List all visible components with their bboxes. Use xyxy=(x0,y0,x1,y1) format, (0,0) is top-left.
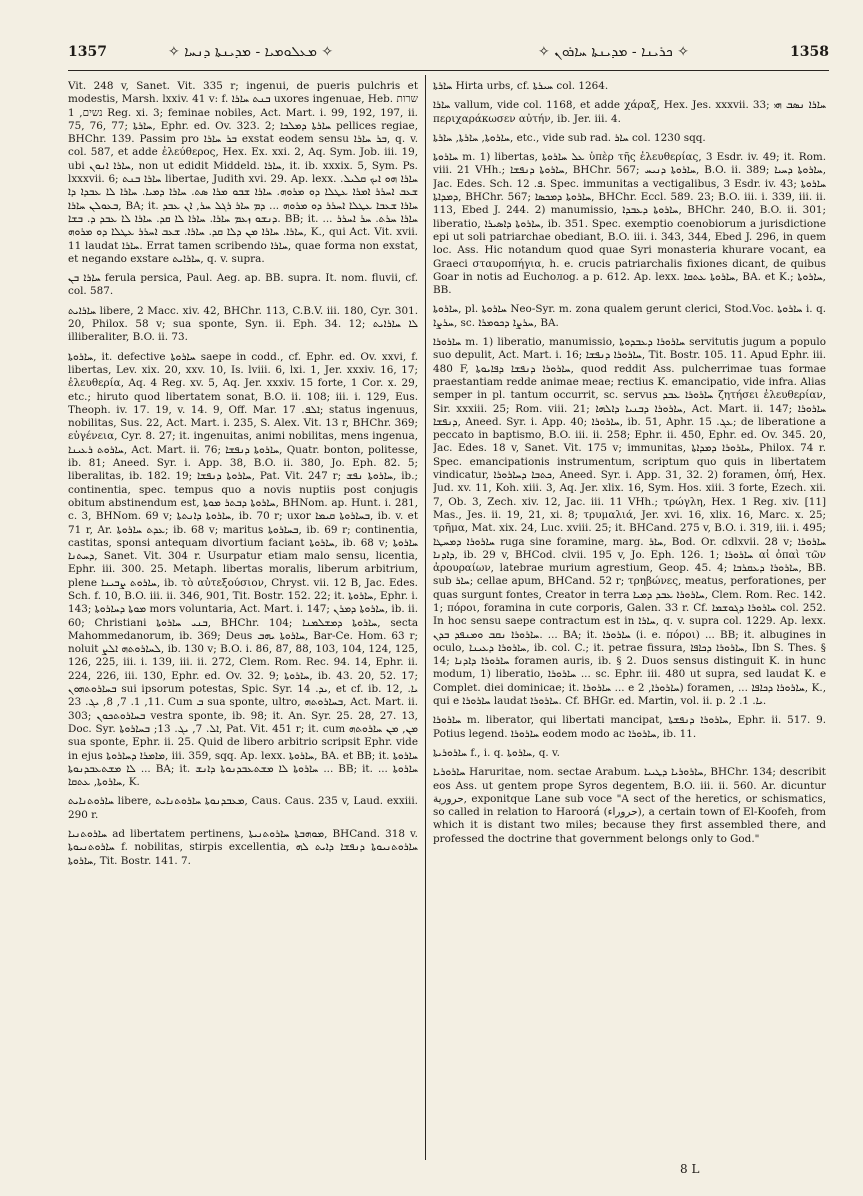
dictionary-entry: ܚܐܪܘܪܝܐ Haruritae, nom. sectae Arabum. ܚܐܪܘܪܝܐ ܕܛܝܝܐ, BHChr. 134; describit eos Ass. ut gentem prope Syros degentem, B.O. iii. ii. 560. Ar. dicuntur حرورية, exponitque Lane sub voce "A sect of the heretics, or schismatics, so called in relation to Haroorá (حروراء), a certain town of El-Koofeh, from which it is distant two miles; because they first assembled there, and professed the doctrine that government belongs only to God." xyxy=(433,766,826,845)
left-page-number: 1357 xyxy=(68,44,107,60)
dictionary-entry: Vit. 248 v, Sanet. Vit. 335 r; ingenui, de pueris pulchris et modestis, Marsh. lxxiv. 41 v: f. ܒܢܬ ܚܐܪܐ uxores ingenuae, Heb. שרות נשים, 1 Reg. xi. 3; feminae nobiles, Act. Mart. i. 99, 192, 197, ii. 75, 76, 77; ܚܐܪܬܐ, Ephr. ed. Ov. 323. 2; ܚܐܪܬܐ ܕܡܠܟܐ pellices regiae, BHChr. 139. Passim pro ܒܪ ܚܐܪܐ exstat eodem sensu ܒܪ ܚܐܪܐ, q. v. col. 587, et adde ἐλεύθερος, Hex. Ex. xxi. 2, Aq. Sym. Job. iii. 19, ubi ܚܐܪܐ ܐܢܘܢ, non ut edidit Middeld. ܚܐܪܐ, it. ib. xxxix. 5, Sym. Ps. lxxxvii. 6; ܚܐܪܐ ܒܢܬ libertae, Judith xvi. 29. Ap. lexx. ܚܐܪܐ ܗܘ ܐܝܟ ܩܠܝܠ. ܫܥܒ ܐܚܪܪ ܐܡܪܐ ܥܛܠܐ ܕܘ ܡܪܘܗ. ܚܐܪܐ ܫܒܘ ܡܪܐ ܣܬ. ܚܐܪܐ ܕܡܝܐ. ܚܐܪܐ ܠܐ ܥܒܕܐ ܕܐ ܒܥܘܠܢ ܚܐܪܐ, BA; it. ܚܐܪܐ ܫܥܒܐ ܥܛܠܐ ܐܚܪܪ ܕܘ ܡܪܘܗ ... ܕܡ ܚܐܪ ܪܓܠ ܚܪ, ܐܢ ܥܒܕ ܕܢܫܘ ܙܥܡ ܚܐܪܐ. ܚܐܪܐ ܠܐ ܩܕ. ܚܐܪܐ ܠܐ ܥܒܕ ܕ. ܒܫܐ. BB; it. ܚܐܪܐ ܚܪܬ. ܚܪ ܐܚܪܪ ... ܚܐܪܐ. ܚܐܪܐ ܡܢ ܕܠܐ ܩܕ. ܚܐܪܐ. ܫܥܒ ܐܚܪܪ ܥܛܠܐ ܕܘ ܡܪܘܗ, K., qui Act. Vit. xvii. 11 laudat ܚܐܪܐ. Errat tamen scribendo ܚܐܪܐ, quae forma non exstat, et negando exstare ܚܐܪܐܝܬ, q. v. supra. xyxy=(68,80,418,265)
left-column xyxy=(68,80,418,1160)
right-column xyxy=(433,80,826,1160)
right-running-title: ✧ ܟܪܝܢܐ - ܡܕܝܢܬܐ ܚܐܪܘܢ ✧ xyxy=(538,44,689,60)
dictionary-entry: ܚܐܪܘܬܐ, ܚܐܪܬܐ, ܚܐܪܬܐ, etc., vide sub rad. ܚܐܪ col. 1230 sqq. xyxy=(433,131,706,144)
dictionary-entry: ܚܐܪܐ ܒܢ ferula persica, Paul. Aeg. ap. BB. supra. It. nom. fluvii, cf. col. 587. xyxy=(68,272,418,298)
dictionary-entry: ܚܐܪܘܪܐ m. 1) liberatio, manumissio, ܚܐܪܘܪܐ ܕܥܒܕܘܬܐ servitutis jugum a populo suo depulit, Act. Mart. i. 16; ܚܐܪܘܪܐ ܕܢܦܫܐ, Tit. Bostr. 105. 11. Apud Ephr. iii. 480 F, ܚܐܪܘܪܐ ܕܢܦܫܐ ܕܦܐܝܘܬܐ, quod reddit Ass. pulcherrimae tuas formae praestantiam redde animae meae; rectius K. emancipatio, vide infra. Alias semper in pl. tantum occurrit, sc. servus ܚܐܪܘܪܐ ܥܒܕ ζητήσει ἐλευθερίαν, Sir. xxxiii. 25; Rom. viii. 21; ܚܐܪܘܪܐ ܕܒܢܝܐ ܕܐܠܗܐ, Act. Mart. ii. 147; ܚܐܪܘܪܐ ܕܢܦܫܐ, Aneed. Syr. i. App. 40; ܚܐܪܘܪܐ, ib. 51, Aphr. ܥܓ. 15; de liberatione a peccato in baptismo, B.O. iii. ii. 258; Ephr. ii. 450, Ephr. ed. Ov. 345. 20, Jac. Edes. 18 v, Sanet. Vit. 175 v; immunitas, ܚܐܪܘܪܐ ܕܡܕܐܬܐ, Philox. 74 r. Spec. emancipationis instrumentum, scriptum quo quis in libertatem vindicatur, ܟܬܒܐ ܕܚܐܪܘܪܐ, Aneed. Syr. i. App. 31, 32. 2) foramen, ὀπή, Hex. Jud. xv. 11, Koh. xiii. 3, Aq. Jer. xlix. 16, Sym. Hos. xiii. 3 forte, Ezech. xii. 7, Ob. 3, Zech. xiv. 12, Jac. iii. 11 VHh.; τρώγλη, Hex. 1 Reg. xiv. [11] Mas., Jes. ii. 19, 21, xi. 8; τρυμαλιά, Jer. xvi. 16, xlix. 16, Marc. x. 25; τρῆμα, Mat. xix. 24, Luc. xviii. 25; it. BHCand. 275 v, B.O. i. 319, iii. i. 495; ܚܐܪܘܪܐ ܕܡܚܛܐ ruga sine foramine, marg. ܚܐܪ, Bod. Or. cdlxvii. 28 v; ܚܐܪܘܪܐ ܕܐܕܢܐ, ib. 29 v, BHCod. clvii. 195 v, Jo. Eph. 126. 1; ܚܐܪܘܪܐ αἱ ὀπαὶ τῶν ἀρουραίων, latebrae murium agrestium, Geop. 45. 4; ܚܐܪܘܪܐ ܕܥܩܪܒܐ, BB. sub ܚܐܪ; cellae apum, BHCand. 52 r; τρηβώνες, meatus, perforationes, per quas surgunt fontes, Creator in terra ܚܐܪܘܪܐ ܥܒܕ ܕܡܝܐ, Clem. Rom. Rec. 142. 1; πόροι, foramina in cute corporis, Galen. 33 r. Cf. ܚܐܪܘܪܐ ܕܓܘܫܡܐ col. 252. In hoc sensu saepe contractum est in ܚܐܪܐ, q. v. supra col. 1229. Ap. lexx. ܚܐܪܘܪܐ ܢܩܒ ܘܡܢܦܕ ܒܕܢ. ... BA; it. ܚܐܪܘܪܐ (i. e. πόροι) ... BB; it. albugines in oculo, ܚܐܪܘܪܐ ܕܥܝܢܐ, ib. col. C.; it. petrae fissura, ܚܐܪܘܪܐ ܕܟܐܦܐ, Ibn S. Thes. § 14; ܚܐܪܘܪܐ ܕܐܕܢܐ foramen auris, ib. § 2. Duos sensus distinguit K. in hunc modum, 1) liberatio, ܚܐܪܘܪܐ ... sc. Ephr. iii. 480 ut supra, sed laudat K. e Complet. diei dominicae; it. ܚܐܪܘܪܐ ... e ܚܐܪܘܪܐ, 2) foramen, ... ܚܐܪܘܪܐ ܕܟܐܦܐ, K., qui e ܚܐܪܘܪܐ laudat ܚܐܪܘܪܐ. Cf. BHGr. ed. Martin, vol. ii. p. ܝܐ. 1. 2. xyxy=(433,336,826,708)
signature-mark: 8 L xyxy=(680,1162,700,1176)
column-divider xyxy=(425,75,426,1160)
dictionary-entry: ܚܐܪܘܬܢܐܝܬ libere, ܡܥܒܕܢܘܬܐ ܚܐܪܘܬܢܐܝܬ, Caus. Caus. 235 v, Laud. exxiii. 290 r. xyxy=(68,795,418,821)
dictionary-entry: ܚܐܪܘܪܝܬܐ f., i. q. ܚܐܪܘܬܐ, q. v. xyxy=(433,746,560,759)
right-page-number: 1358 xyxy=(790,44,829,60)
header-rule xyxy=(68,70,829,71)
dictionary-entry: ܚܐܪܘܪܐ m. liberator, qui libertati mancipat, ܚܐܪܘܪܐ ܕܢܦܫܬܐ, Ephr. ii. 517. 9. Potius legend. ܚܐܪܘܪܐ eodem modo ac ܚܐܪܘܪܐ, ib. 11. xyxy=(433,714,826,740)
dictionary-entry: ܚܐܪܐ vallum, vide col. 1168, et adde χάραξ, Hex. Jes. xxxvii. 33; ܚܐܪܐ ܢܣܒ ܗܝ περιχαράκωσεν αὐτήν, ib. Jer. iii. 4. xyxy=(433,99,826,125)
dictionary-entry: ܚܐܪܘܬܢܝܐ ad libertatem pertinens, ܡܘܗܒܬܐ ܚܐܪܘܬܢܝܬܐ, BHCand. 318 v. ܚܐܪܘܬܢܝܘܬܐ f. nobilitas, stirpis excellentia, ܚܐܪܘܬܢܝܘܬܐ ܕܢܦܫܐ ܕܐܝܬ ܠܗ ܚܐܪܘܬܐ, Tit. Bostr. 141. 7. xyxy=(68,828,418,867)
dictionary-entry: ܚܐܪܘܬܐ m. 1) libertas, ܥܠ ܚܐܪܘܬܐ ὑπὲρ τῆς ἐλευθερίας, 3 Esdr. iv. 49; it. Rom. viii. 21 VHh.; ܚܐܪܘܬܐ ܕܢܦܫܐ, BHChr. 567; ܚܐܪܘܬܐ ܕܢܝܚ, B.O. ii. 389; ܚܐܪܘܬܐ ܕܚܝܐ, Jac. Edes. Sch. ܦ. 12. Spec. immunitas a vectigalibus, 3 Esdr. iv. 43; ܚܐܪܘܬܐ ܕܡܕܐܬܐ, BHChr. 567; ܚܐܪܘܬܐ ܕܡܟܣܐ, BHChr. Eccl. 589. 23; B.O. iii. i. 339, iii. ii. 113, Ebed J. 244. 2) manumissio, ܚܐܪܘܬܐ ܕܥܒܕܐ, BHChr. 240, B.O. ii. 301; liberatio, ܚܐܪܘܬܐ ܕܐܣܝܪܐ, ib. 351. Spec. exemptio coenobiorum a jurisdictione epi ut soli patriarchae obediant, B.O. iii. i. 343, 344, Ebed J. 296, in quem loc. Ass. Hic notandum quod quae Syri monasteria khurare vocant, ea Graeci σταυροπήγια, h. e. crucis patriarchalis fixiones dicant, de quibus Goar in notis ad Euchолog. a p. 612. Ap. lexx. ܚܐܪܘܬܐ ܥܬܩܐ, BA. et K.; ܚܐܪܘܬܐ, BB. xyxy=(433,151,826,297)
dictionary-entry: ܚܐܪܐܝܬ libere, 2 Macc. xiv. 42, BHChr. 113, C.B.V. iii. 180, Cyr. 301. 20, Philox. 58 v; sua sponte, Syn. ii. Eph. 34. 12; ܠܐ ܚܐܪܐܝܬ illiberaliter, B.O. ii. 73. xyxy=(68,304,418,344)
left-running-title: ✧ ܡܥܠܘܡܝܐ - ܡܕܝܢܬܐ ܕܢܚܐ ✧ xyxy=(168,44,334,60)
dictionary-entry: ܚܐܪܬܐ Hirta urbs, cf. ܚܝܪܬܐ col. 1264. xyxy=(433,80,609,92)
dictionary-entry: ܚܐܪܘܬܐ, pl. ܚܐܪܘܬܐ Neo-Syr. m. zona qualem gerunt clerici, Stod.Voc. ܚܐܪܘܬܐ i. q. ܚܪܨܐ, sc. ܚܪܨܐ ܕܟܘܡܪܐ, BA. xyxy=(433,303,826,329)
dictionary-entry: ܚܐܪܘܬܐ, it. defective ܚܐܪܘܬܐ saepe in codd., cf. Ephr. ed. Ov. xxvi, f. libertas, Lev. xix. 20, xxv. 10, Is. lviii. 6, lxi. 1, Jer. xxxiv. 16, 17; ἐλευθερία, Aq. 4 Reg. xv. 5, Aq. Jer. xxxiv. 15 forte, 1 Cor. x. 29, etc.; hiruto quod libertatem sonat, B.O. ii. 108; iii. i. 129, Eus. Theoph. iv. 17. 19, v. 14. 9, Off. Mar. ܐܠܦ. 17; status ingenuus, nobilitas, Sus. 22, Act. Mart. i. 235, S. Alex. Vit. 13 r, BHChr. 369; εὐγένεια, Cyr. 8. 27; it. ingenuitas, animi nobilitas, mens ingenua, ܚܐܪܘܬ ܪܥܝܢܐ, Act. Mart. ii. 76; ܚܐܪܘܬܐ ܕܢܦܫܐ, Quatr. bonton, politesse, ib. 81; Aneed. Syr. i. App. 38, B.O. ii. 380, Jo. Eph. 82. 5; liberalitas, ib. 182. 19; ܚܐܪܘܬܐ ܕܢܦܫܐ, Pat. Vit. 247 r; ܚܐܪܘܬܐ ܢܦܫ, ib.; continentia, spec. tempus quo a novis nuptiis post conjugis obitum abstinendum est, ܚܐܪܘܬܐ ܕܒܬܪ ܡܘܬܐ, BHNom. ap. Hunt. i. 281, c. 3, BHNom. 69 v; ܚܐܪܘܬܐ ܕܐܢܬܬܐ, ib. 70 r; uxor ܒܚܐܪܘܬܐ ܩܝܡܐ, ib. v. et 71 r, Ar. ܥܕܬ ܚܐܪܘܬܐ; ib. 68 v; maritus ܒܚܐܪܘܬܐ, ib. 69 r; continentia, castitas, sponsi antequam divortium faciant ܚܐܪܘܬܐ, ib. 68 v; ܚܐܪܘܬܐ ܕܚܬܢܐ, Sanet. Vit. 304 r. Usurpatur etiam malo sensu, licentia, Ephr. iii. 300. 25. Metaph. libertas moralis, liberum arbitrium, plene ܚܐܪܘܬ ܨܒܝܢܐ, ib. τὸ αὐτεξούσιον, Chryst. vii. 12 B, Jac. Edes. Sch. f. 10, B.O. iii. ii. 346, 901, Tit. Bostr. 152. 22; it. ܚܐܪܘܬܐ, Ephr. i. 143; ܡܘܬܐ ܕܚܐܪܘܬܐ mors voluntaria, Act. Mart. i. 147; ܚܐܪܘܬܐ ܕܡܪܢ, ib. ii. 60; Christiani ܒܢܝ ܚܐܪܘܬܐ, BHChr. 104; ܚܐܪܘܬܐ ܕܡܫܠܡܢܐ, secta Mahommedanorum, ib. 369; Deus ܚܐܪܘܬܐ ܝܗܒ, Bar-Ce. Hom. 63 r; noluit ܠܚܐܪܘܬܗ ܐܠܨ, ib. 130 v; B.O. i. 86, 87, 88, 103, 104, 124, 125, 126, 225, iii. i. 139, iii. ii. 272, Clem. Rom. Rec. 94. 14, Ephr. ii. 224, 226, iii. 130, Ephr. ed. Ov. 32. 9; ܚܐܪܘܬܐ, ib. 43. 20, 52. 17; ܒܚܐܪܘܬܗܘܢ sui ipsorum potestas, Spic. Syr. ܝܕ. 14, et cf. ib. 12, ܝܐ. 11, 1. 7, 8, ܝܓ. 23. Cum ܒ sua sponte, ultro, ܒܚܐܪܘܬܗ, Act. Mart. ii. 303; ܒܚܐܪܘܬܟܘܢ vestra sponte, ib. 98; it. An. Syr. 25. 28, 27. 13, Doc. Syr. ܐܠ. 7, ܝܓ. 13; ܒܚܐܪܘܬܐ, Pat. Vit. 451 r; it. cum ܡܢ, ܡܢ ܚܐܪܘܬܗ sua sponte, Ephr. ii. 25. Quid de libero arbitrio scripsit Ephr. vide in ejus ܡܐܡܪܐ ܕܚܐܪܘܬܐ, iii. 359, sqq. Ap. lexx. ܚܐܪܘܬܐ, BA. et BB; it. ܚܐܪܘܬܐ ܠܐ ܡܫܬܥܒܕܢܘܬܐ ... BA; it. ܚܐܪܘܬܐ ܠܐ ܡܫܬܥܒܕܢܘܬܐ ܕܐܢܫ ... BB; it. ܚܐܪܘܬܐ ... ܚܐܪܘܬܐ, ܥܬܩܐ, K. xyxy=(68,350,418,789)
running-head xyxy=(68,44,829,66)
